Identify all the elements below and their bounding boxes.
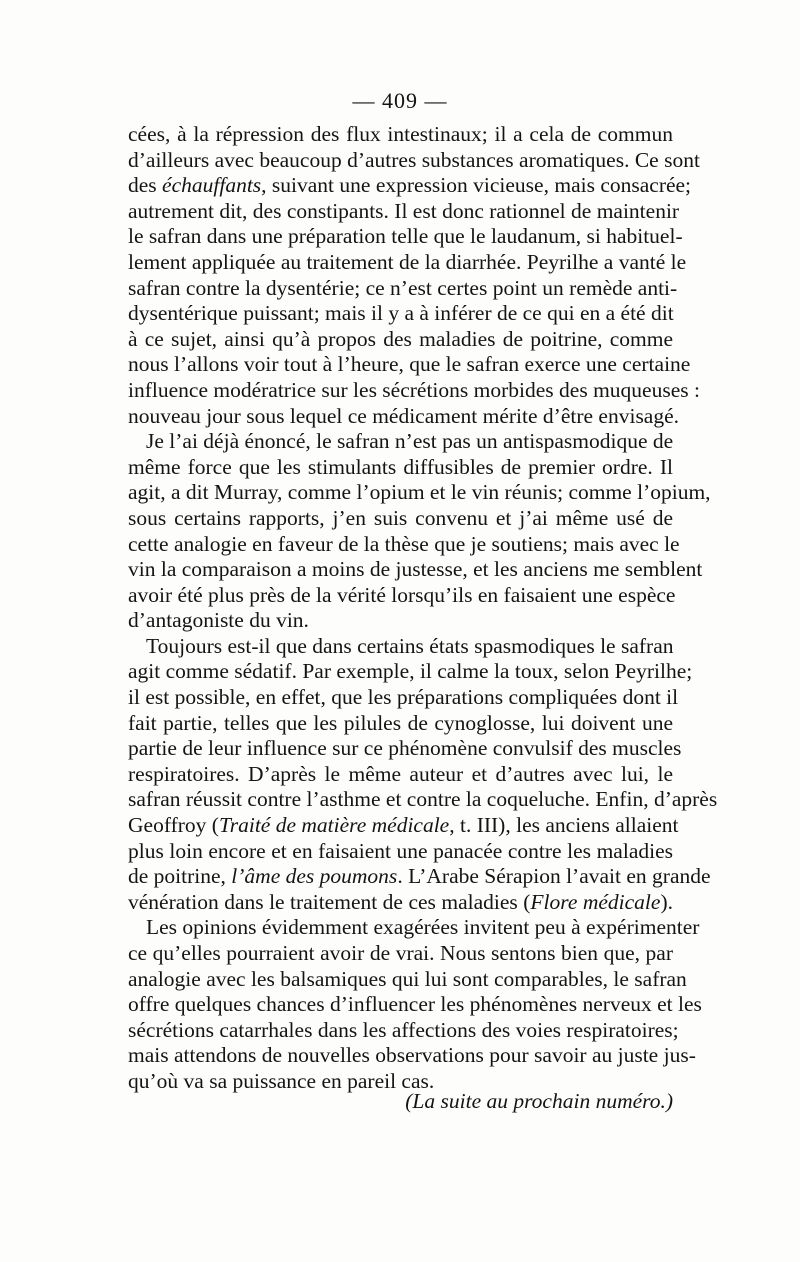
text-line: fait partie, telles que les pilules de cynoglosse, lui doivent une <box>128 710 673 735</box>
text-line: ce qu’elles pourraient avoir de vrai. Nous sentons bien que, par <box>128 941 673 965</box>
text-line: autrement dit, des constipants. Il est donc rationnel de maintenir <box>128 198 680 223</box>
page-number: — 409 — <box>352 88 448 113</box>
text-line: même force que les stimulants diffusibles de premier ordre. Il <box>128 454 673 479</box>
text-line: à ce sujet, ainsi qu’à propos des maladies de poitrine, comme <box>128 326 673 351</box>
text-line: d’antagoniste du vin. <box>128 608 309 633</box>
text-line: sécrétions catarrhales dans les affections des voies respiratoires; <box>128 1017 679 1042</box>
paragraph-3 <box>128 633 718 916</box>
text-line: Les opinions évidemment exagérées invitent peu à expérimenter <box>146 915 700 940</box>
text-line: partie de leur influence sur ce phénomène convulsif des muscles <box>128 736 682 761</box>
text-line: lement appliquée au traitement de la diarrhée. Peyrilhe a vanté le <box>128 249 687 274</box>
text-line: sous certains rapports, j’en suis convenu et j’ai même usé de <box>128 505 673 530</box>
text-line: il est possible, en effet, que les préparations compliquées dont il <box>128 685 679 710</box>
text-line: vénération dans le traitement de ces maladies (Flore médicale). <box>128 889 673 914</box>
text-line: influence modératrice sur les sécrétions morbides des muqueuses : <box>128 377 700 402</box>
text-line: Geoffroy (Traité de matière médicale, t. III), les anciens allaient <box>128 813 679 838</box>
paragraph-2 <box>128 429 711 634</box>
text-line: analogie avec les balsamiques qui lui sont comparables, le safran <box>128 966 687 991</box>
text-line: dysentérique puissant; mais il y a à inférer de ce qui en a été dit <box>128 301 674 326</box>
text-line: offre quelques chances d’influencer les phénomènes nerveux et les <box>128 992 702 1017</box>
text-line: safran réussit contre l’asthme et contre la coqueluche. Enfin, d’après <box>128 787 718 812</box>
text-line: nouveau jour sous lequel ce médicament mérite d’être envisagé. <box>128 403 680 428</box>
text-line: safran contre la dysentérie; ce n’est certes point un remède anti- <box>128 275 678 300</box>
text-line: Je l’ai déjà énoncé, le safran n’est pas un antispasmodique de <box>146 429 674 454</box>
text-line: des échauffants, suivant une expression vicieuse, mais consacrée; <box>128 173 692 198</box>
text-line: plus loin encore et en faisaient une panacée contre les maladies <box>128 838 673 863</box>
text-line: qu’où va sa puissance en pareil cas. <box>128 1068 435 1093</box>
text-line: nous l’allons voir tout à l’heure, que le safran exerce une certaine <box>128 352 691 377</box>
paragraph-1 <box>128 122 700 429</box>
text-line: cette analogie en faveur de la thèse que je soutiens; mais avec le <box>128 531 680 556</box>
continuation-note: (La suite au prochain numéro.) <box>405 1089 673 1113</box>
text-line: mais attendons de nouvelles observations pour savoir au juste jus- <box>128 1043 696 1068</box>
text-line: respiratoires. D’après le même auteur et d’autres avec lui, le <box>128 761 673 786</box>
text-line: agit comme sédatif. Par exemple, il calme la toux, selon Peyrilhe; <box>128 659 693 684</box>
text-line: agit, a dit Murray, comme l’opium et le vin réunis; comme l’opium, <box>128 480 711 505</box>
text-line: avoir été plus près de la vérité lorsqu’ils en faisaient une espèce <box>128 582 676 607</box>
text-line: cées, à la répression des flux intestinaux; il a cela de commun <box>128 122 673 146</box>
text-line: d’ailleurs avec beaucoup d’autres substances aromatiques. Ce sont <box>128 147 700 172</box>
text-line: le safran dans une préparation telle que le laudanum, si habituel- <box>128 224 683 249</box>
text-line: Toujours est-il que dans certains états spasmodiques le safran <box>146 633 674 658</box>
text-line: vin la comparaison a moins de justesse, et les anciens me semblent <box>128 557 703 582</box>
paragraph-4 <box>128 915 702 1094</box>
text-line: de poitrine, l’âme des poumons. L’Arabe Sérapion l’avait en grande <box>128 864 711 889</box>
body-text <box>128 122 718 1095</box>
